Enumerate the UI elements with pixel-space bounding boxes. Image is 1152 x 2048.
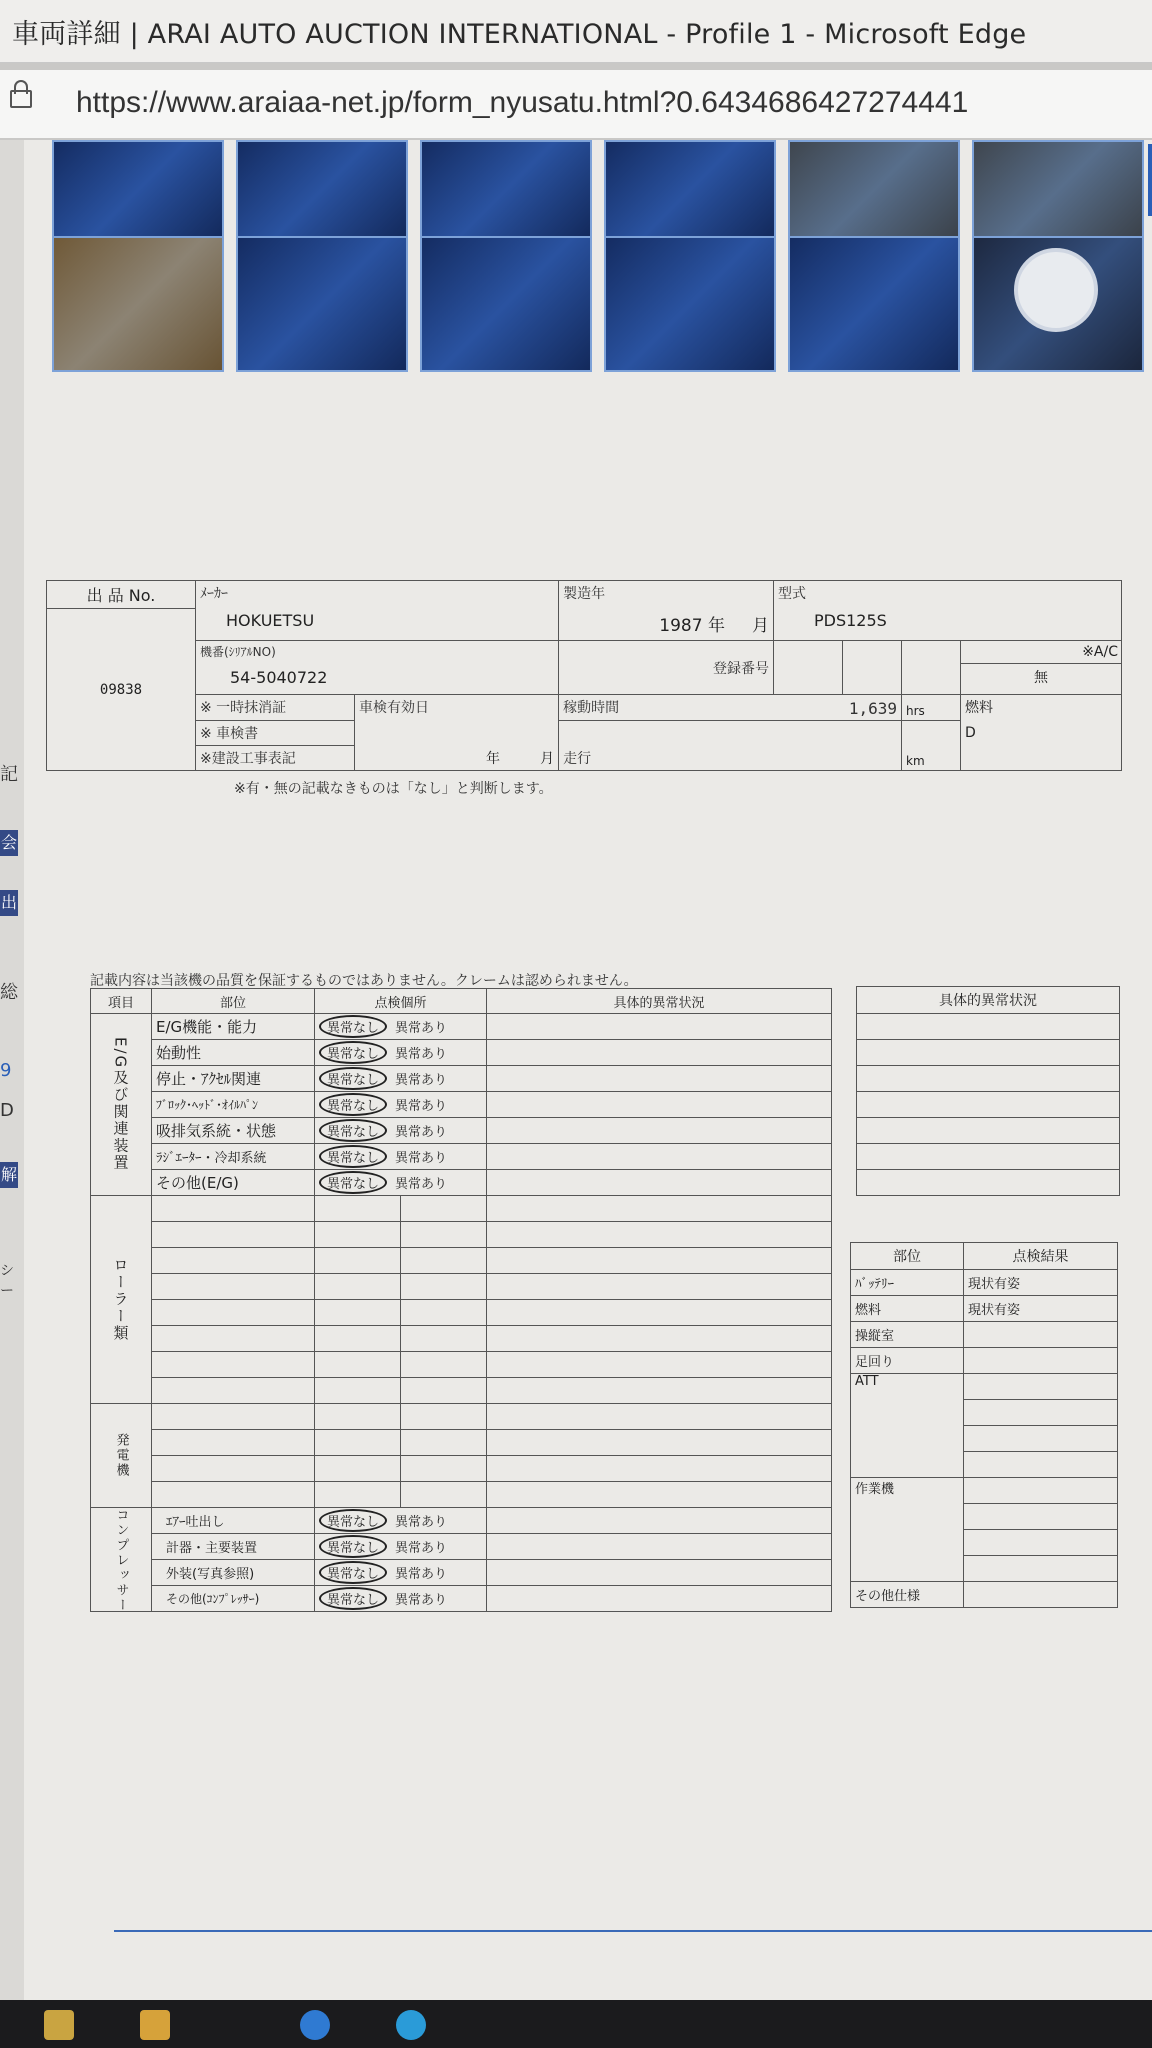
results-value: 現状有姿 (964, 1270, 1118, 1296)
maker-value: HOKUETSU (196, 609, 559, 641)
normal-circled: 異常なし (319, 1041, 387, 1064)
results-part: 操縦室 (851, 1322, 964, 1348)
results-part: ATT (851, 1374, 964, 1478)
eg-item: その他(E/G) (152, 1170, 315, 1196)
normal-circled: 異常なし (319, 1093, 387, 1116)
thumbnail-scroll-edge (1148, 144, 1152, 216)
photo-thumbnail[interactable] (788, 236, 960, 372)
group-eg: E/G及び関連装置 (91, 1014, 152, 1196)
results-value (964, 1374, 1118, 1400)
col-header: 具体的異常状況 (487, 989, 832, 1014)
window-titlebar (0, 0, 1152, 63)
results-value (964, 1348, 1118, 1374)
abnormal-option: 異常あり (395, 1021, 448, 1036)
serial-value: 54-5040722 (230, 668, 328, 687)
photo-thumbnail[interactable] (604, 140, 776, 240)
eg-item: ﾗｼﾞｴｰﾀｰ・冷却系統 (152, 1144, 315, 1170)
normal-circled: 異常なし (319, 1561, 387, 1584)
travel-label: 走行 (559, 721, 902, 771)
eg-item: 吸排気系統・状態 (152, 1118, 315, 1144)
km-unit: km (902, 721, 961, 771)
abnormal-option: 異常あり (395, 1125, 448, 1140)
window-title: 車両詳細 | ARAI AUTO AUCTION INTERNATIONAL - Profile 1 - Microsoft Edge (12, 19, 1027, 50)
normal-circled: 異常なし (319, 1067, 387, 1090)
vehicle-header-table (46, 580, 1122, 771)
fuel-label: 燃料 (965, 700, 993, 716)
right-status-table (856, 986, 1120, 1196)
left-page-strip (0, 140, 24, 2000)
comp-item: その他(ｺﾝﾌﾟﾚｯｻｰ) (152, 1586, 315, 1612)
strip-text: 9 (0, 1060, 12, 1081)
taskbar (0, 2000, 1152, 2048)
address-bar[interactable] (0, 70, 1152, 138)
eg-item: 停止・ｱｸｾﾙ関連 (152, 1066, 315, 1092)
group-compressor: コンプレッサー (91, 1508, 152, 1612)
file-explorer-icon[interactable] (44, 2010, 74, 2040)
abnormal-option: 異常あり (395, 1047, 448, 1062)
ac-label: ※A/C (961, 641, 1121, 664)
header-footnote: ※有・無の記載なきものは「なし」と判断します。 (234, 781, 553, 797)
internet-explorer-icon[interactable] (300, 2010, 330, 2040)
year-value: 1987 年 (659, 615, 725, 636)
abnormal-option: 異常あり (395, 1151, 448, 1166)
results-col-result: 点検結果 (964, 1243, 1118, 1270)
normal-circled: 異常なし (319, 1509, 387, 1532)
normal-circled: 異常なし (319, 1119, 387, 1142)
lot-label: 出 品 No. (47, 581, 196, 609)
inspection-date-label: 車検有効日 (355, 695, 559, 721)
inspection-year: 年 (486, 751, 501, 767)
group-roller: ローラー類 (91, 1196, 152, 1404)
hours-value: 1,639 (848, 699, 897, 718)
results-part: ﾊﾞｯﾃﾘｰ (851, 1270, 964, 1296)
lock-icon[interactable] (10, 90, 32, 108)
comp-item: ｴｱｰ吐出し (152, 1508, 315, 1534)
abnormal-option: 異常あり (395, 1099, 448, 1114)
lot-number: 09838 (47, 609, 196, 771)
page-bottom-rule (114, 1930, 1152, 1932)
inspection-month: 月 (540, 751, 555, 767)
eg-item: E/G機能・能力 (152, 1014, 315, 1040)
normal-circled: 異常なし (319, 1171, 387, 1194)
results-value (964, 1322, 1118, 1348)
eg-item: 始動性 (152, 1040, 315, 1066)
doc-item: ※建設工事表記 (196, 746, 355, 771)
doc-item: ※ 一時抹消証 (196, 695, 355, 721)
photo-thumbnail[interactable] (52, 236, 224, 372)
strip-mark: 解 (0, 1162, 18, 1188)
ac-value: 無 (1034, 670, 1048, 686)
document-page (24, 140, 1152, 2000)
photo-thumbnail[interactable] (972, 236, 1144, 372)
abnormal-option: 異常あり (395, 1541, 448, 1556)
strip-text: 総 (0, 982, 18, 1003)
model-label: 型式 (774, 581, 1122, 609)
normal-circled: 異常なし (319, 1587, 387, 1610)
results-part: 燃料 (851, 1296, 964, 1322)
results-work-label: 作業機 (851, 1478, 964, 1582)
abnormal-option: 異常あり (395, 1177, 448, 1192)
photo-thumbnail[interactable] (52, 140, 224, 240)
photo-thumbnail[interactable] (236, 236, 408, 372)
strip-text: 記 (0, 764, 18, 785)
comp-item: 外装(写真参照) (152, 1560, 315, 1586)
normal-circled: 異常なし (319, 1145, 387, 1168)
edge-icon[interactable] (396, 2010, 426, 2040)
abnormal-option: 異常あり (395, 1515, 448, 1530)
results-value: 現状有姿 (964, 1296, 1118, 1322)
photo-thumbnail[interactable] (420, 236, 592, 372)
maker-label: ﾒｰｶｰ (196, 581, 559, 609)
strip-text: シー (0, 1263, 14, 1299)
normal-circled: 異常なし (319, 1015, 387, 1038)
photo-thumbnail[interactable] (788, 140, 960, 240)
strip-text: D (0, 1100, 14, 1121)
eg-item: ﾌﾞﾛｯｸ･ﾍｯﾄﾞ･ｵｲﾙﾊﾟﾝ (152, 1092, 315, 1118)
hours-label: 稼動時間 (563, 700, 620, 716)
model-value: PDS125S (774, 609, 1122, 641)
photo-thumbnail[interactable] (604, 236, 776, 372)
abnormal-option: 異常あり (395, 1593, 448, 1608)
serial-label: 機番(ｼﾘｱﾙNO) (200, 645, 276, 659)
store-icon[interactable] (140, 2010, 170, 2040)
photo-thumbnail[interactable] (972, 140, 1144, 240)
comp-item: 計器・主要装置 (152, 1534, 315, 1560)
results-col-part: 部位 (851, 1243, 964, 1270)
normal-circled: 異常なし (319, 1535, 387, 1558)
strip-mark: 会 (0, 830, 18, 856)
results-part: 足回り (851, 1348, 964, 1374)
fuel-value: D (965, 725, 976, 741)
strip-mark: 出 (0, 890, 18, 916)
photo-thumbnails (52, 140, 1152, 372)
disclaimer: 記載内容は当該機の品質を保証するものではありません。クレームは認められません。 (90, 973, 638, 989)
col-header: 点検個所 (315, 989, 487, 1014)
col-header: 項目 (91, 989, 152, 1014)
abnormal-option: 異常あり (395, 1567, 448, 1582)
col-header: 部位 (152, 989, 315, 1014)
abnormal-option: 異常あり (395, 1073, 448, 1088)
photo-thumbnail[interactable] (236, 140, 408, 240)
url-text[interactable]: https://www.araiaa-net.jp/form_nyusatu.html?0.6434686427274441 (76, 86, 969, 119)
inspection-table (90, 988, 832, 1612)
doc-item: ※ 車検書 (196, 721, 355, 746)
year-label: 製造年 (559, 581, 774, 609)
group-generator: 発電機 (91, 1404, 152, 1508)
reg-label: 登録番号 (713, 660, 769, 677)
year-month-suffix: 月 (752, 615, 769, 636)
hrs-unit: hrs (902, 695, 961, 721)
right-results-table (850, 1242, 1118, 1608)
photo-thumbnail[interactable] (420, 140, 592, 240)
results-other-label: その他仕様 (851, 1582, 964, 1608)
right-status-header: 具体的異常状況 (857, 987, 1120, 1014)
